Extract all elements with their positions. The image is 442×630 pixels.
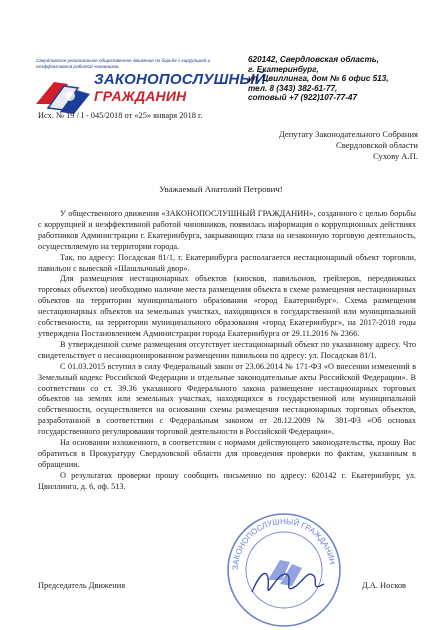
org-caption: Свердловское региональное общественное движение по борьбе с коррупцией и неэффективной работой чиновников [36, 58, 211, 69]
contact-line: ул. Цвиллинга, дом № 6 офис 513, [248, 74, 389, 84]
addressee-line: Депутату Законодательного Собрания [278, 129, 418, 139]
fist-emblem-icon [34, 74, 92, 116]
logo-title-line1: ЗАКОНОПОСЛУШНЫЙ [94, 71, 266, 88]
addressee-line: Сухову А.П. [373, 151, 418, 161]
greeting: Уважаемый Анатолий Петрович! [159, 184, 283, 194]
letter-body [38, 209, 416, 493]
addressee-block [258, 129, 418, 162]
org-logo [34, 66, 266, 116]
body-paragraph: У общественного движения «ЗАКОНОПОСЛУШНЫЙ ГРАЖДАНИН», созданного с целью борьбы с коррупцией и неэффективной работой чиновников, появилась информация о коррупционных действиях работников Администрации г. Екатеринбурга, закрывающих глаза на незаконную торговую деятельность, осуществляемую на территории города. [38, 209, 416, 251]
logo-title-line2: ГРАЖДАНИН [94, 88, 187, 104]
body-paragraph: В утвержденной схеме размещения отсутствует нестационарный объект по указанному адресу. Что свидетельствует о несанкционированном размещении павильона по адресу: ул. Посадская 81/1. [38, 339, 416, 360]
signer-position: Председатель Движения [38, 581, 126, 590]
body-paragraph: О результатах проверки прошу сообщить письменно по адресу: 620142 г. Екатеринбург, ул. Цвиллинга, д. 6, оф. 513. [38, 470, 416, 491]
body-paragraph: Для размещения нестационарных объектов (киосков, павильонов, трейлеров, передвижных торговых объектов) необходимо наличие места размещения объекта в схеме размещения нестационарных объектов на территории муниципального образования «город Екатеринбург». Схема размещения нестационарных объектов на земельных участках, находящихся в государственной или муниципальной собственности, на территории муниципального образования «город Екатеринбург», на 2017-2018 годы утверждена Постановлением Администрации города Екатеринбурга от 29.11.2016 № 2366. [38, 274, 416, 338]
body-paragraph: С 01.03.2015 вступил в силу Федеральный закон от 23.06.2014 № 171-ФЗ «О внесении изменений в Земельный кодекс Российской Федерации и отдельные законодательные акты Российской Федерации». В соответствии со ст. 39.36 указанного Федерального закона размещение нестационарных торговых объектов на землях или земельных участках, находящихся в государственной или муниципальной собственности, осуществляется на основании схемы размещения нестационарных торговых объектов, разработанной в соответствии с Федеральным законом от 28.12.2009 № 381-ФЗ «Об основах государственного регулирования торговой деятельности в Российской Федерации». [38, 361, 416, 437]
addressee-line: Свердловской области [335, 140, 418, 150]
contact-line: г. Екатеринбург, [248, 64, 319, 74]
outgoing-number: Исх. № 19 / I - 045/2018 от «25» января 2018 г. [38, 111, 203, 120]
contact-line: 620142, Свердловская область, [248, 55, 379, 64]
handwritten-signature [248, 562, 328, 602]
signer-name: Д.А. Носков [362, 581, 406, 590]
contact-line: тел. 8 (343) 382-61-77, [248, 83, 338, 93]
body-paragraph: Так, по адресу: Посадская 81/1, г. Екатеринбурга располагается нестационарный объект торговли, павильон с вывеской «Шашлычный двор». [38, 252, 416, 273]
body-paragraph: На основании изложенного, в соответствии с нормами действующего законодательства, прошу Вас обратиться в Прокуратуру Свердловской области для проведения проверки по фактам, указанным в обращении. [38, 438, 416, 469]
contact-block [248, 55, 418, 103]
contact-line: сотовый +7 (922)107-77-47 [248, 93, 357, 103]
stamp-text: ЗАКОНОПОСЛУШНЫЙ ГРАЖДАНИН [230, 516, 337, 571]
